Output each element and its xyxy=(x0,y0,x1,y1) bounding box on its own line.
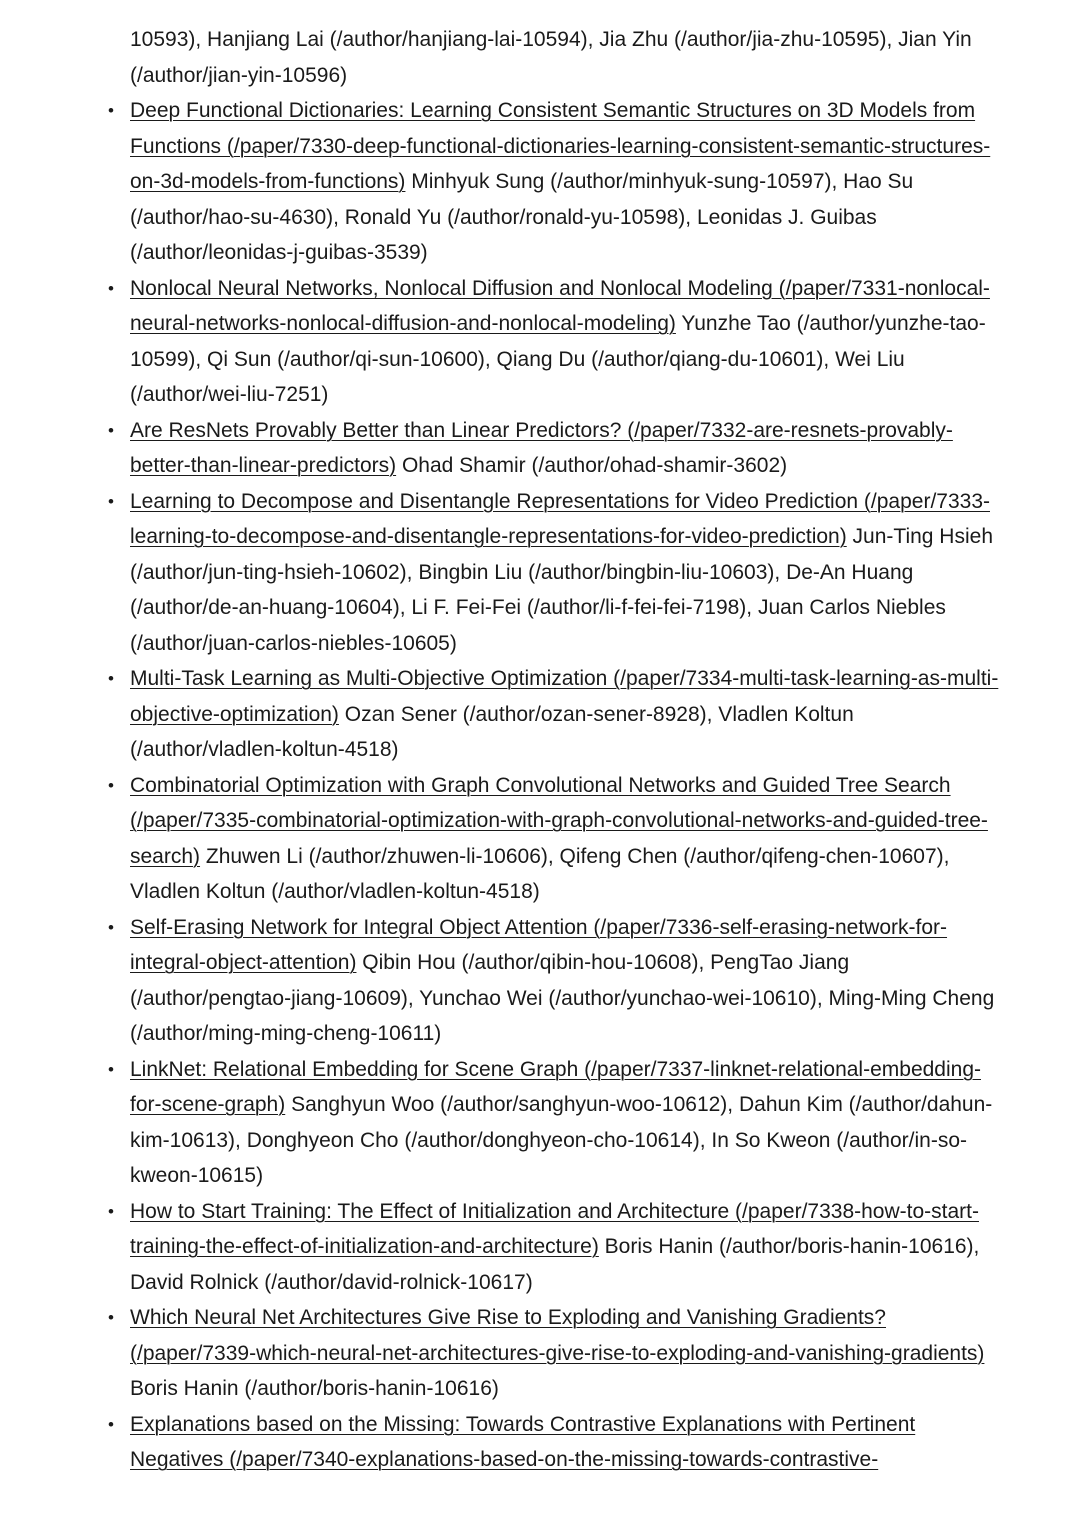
paper-list-page xyxy=(0,22,1080,1478)
paper-link[interactable]: Deep Functional Dictionaries: Learning Consistent Semantic Structures on 3D Models from Functions (/paper/7330-deep-functional-dictionaries-learning-consistent-semantic-structures-on-3d-models-from-functions) xyxy=(130,99,991,193)
paper-link[interactable]: How to Start Training: The Effect of Initialization and Architecture (/paper/7338-how-to-start-training-the-effect-of-initialization-and-architecture) xyxy=(130,1199,979,1258)
list-item xyxy=(108,93,1000,271)
bullet-icon: • xyxy=(108,101,114,120)
paper-authors: Jun-Ting Hsieh (/author/jun-ting-hsieh-10602), Bingbin Liu (/author/bingbin-liu-10603), De-An Huang (/author/de-an-huang-10604), Li F. Fei-Fei (/author/li-f-fei-fei-7198), Juan Carlos Niebles (/author/juan-carlos-niebles-10605) xyxy=(130,525,994,655)
list-item xyxy=(108,484,1000,662)
paper-link[interactable]: Combinatorial Optimization with Graph Convolutional Networks and Guided Tree Search (/paper/7335-combinatorial-optimization-with-graph-convolutional-networks-and-guided-tree-search) xyxy=(130,773,988,868)
list-item xyxy=(108,661,1000,768)
bullet-icon: • xyxy=(108,1059,114,1079)
paper-authors: Qibin Hou (/author/qibin-hou-10608), PengTao Jiang (/author/pengtao-jiang-10609), Yunchao Wei (/author/yunchao-wei-10610), Ming-Ming Cheng (/author/ming-ming-cheng-10611) xyxy=(130,951,995,1045)
paper-authors: Yunzhe Tao (/author/yunzhe-tao-10599), Qi Sun (/author/qi-sun-10600), Qiang Du (/author/qiang-du-10601), Wei Liu (/author/wei-liu-7251) xyxy=(130,312,986,406)
paper-authors: Boris Hanin (/author/boris-hanin-10616) xyxy=(130,1377,499,1400)
bullet-icon: • xyxy=(108,669,114,688)
paper-link[interactable]: Self-Erasing Network for Integral Object Attention (/paper/7336-self-erasing-network-for-integral-object-attention) xyxy=(130,915,948,974)
bullet-icon: • xyxy=(108,420,114,440)
list-item xyxy=(108,271,1000,413)
bullet-icon: • xyxy=(108,1414,114,1434)
list-item xyxy=(108,1052,1000,1194)
list-item xyxy=(108,1194,1000,1301)
paper-link[interactable]: Are ResNets Provably Better than Linear Predictors? (/paper/7332-are-resnets-provably-better-than-linear-predictors) xyxy=(130,418,953,477)
paper-link[interactable]: Explanations based on the Missing: Towards Contrastive Explanations with Pertinent Negatives (/paper/7340-explanations-based-on-the-missing-towards-contrastive- xyxy=(130,1412,916,1471)
bullet-icon: • xyxy=(108,491,114,511)
bullet-icon: • xyxy=(108,1308,114,1327)
bullet-icon: • xyxy=(108,278,114,298)
paper-authors: Ohad Shamir (/author/ohad-shamir-3602) xyxy=(396,454,788,477)
bullet-icon: • xyxy=(108,1201,114,1221)
list-item xyxy=(108,1300,1000,1407)
paper-authors: Sanghyun Woo (/author/sanghyun-woo-10612), Dahun Kim (/author/dahun-kim-10613), Donghyeon Cho (/author/donghyeon-cho-10614), In So Kweon (/author/in-so-kweon-10615) xyxy=(130,1093,993,1187)
paper-link[interactable]: Learning to Decompose and Disentangle Representations for Video Prediction (/paper/7333-learning-to-decompose-and-disentangle-representations-for-video-prediction) xyxy=(130,489,990,548)
paper-link[interactable]: LinkNet: Relational Embedding for Scene Graph (/paper/7337-linknet-relational-embedding-for-scene-graph) xyxy=(130,1057,981,1116)
paper-authors: Ozan Sener (/author/ozan-sener-8928), Vladlen Koltun (/author/vladlen-koltun-4518) xyxy=(130,702,854,761)
list-item xyxy=(108,768,1000,910)
list-item xyxy=(108,413,1000,484)
bullet-icon: • xyxy=(108,917,114,937)
paper-link[interactable]: Which Neural Net Architectures Give Rise to Exploding and Vanishing Gradients? (/paper/7339-which-neural-net-architectures-give-rise-to-exploding-and-vanishing-gradients) xyxy=(130,1306,985,1365)
paper-authors: Boris Hanin (/author/boris-hanin-10616), David Rolnick (/author/david-rolnick-10617) xyxy=(130,1235,980,1294)
paper-link[interactable]: Multi-Task Learning as Multi-Objective Optimization (/paper/7334-multi-task-learning-as-multi-objective-optimization) xyxy=(130,667,999,726)
paper-authors: Minhyuk Sung (/author/minhyuk-sung-10597), Hao Su (/author/hao-su-4630), Ronald Yu (/author/ronald-yu-10598), Leonidas J. Guibas (/author/leonidas-j-guibas-3539) xyxy=(130,170,914,264)
paper-link[interactable]: Nonlocal Neural Networks, Nonlocal Diffusion and Nonlocal Modeling (/paper/7331-nonlocal-neural-networks-nonlocal-diffusion-and-nonlocal-modeling) xyxy=(130,276,990,335)
previous-entry-continuation: 10593), Hanjiang Lai (/author/hanjiang-lai-10594), Jia Zhu (/author/jia-zhu-10595), Jian Yin (/author/jian-yin-10596) xyxy=(130,28,972,87)
list-item xyxy=(108,1407,1000,1478)
paper-authors: Zhuwen Li (/author/zhuwen-li-10606), Qifeng Chen (/author/qifeng-chen-10607), Vladlen Koltun (/author/vladlen-koltun-4518) xyxy=(130,844,950,903)
paper-list xyxy=(0,93,1080,1478)
bullet-icon: • xyxy=(108,775,114,795)
list-item xyxy=(108,910,1000,1052)
